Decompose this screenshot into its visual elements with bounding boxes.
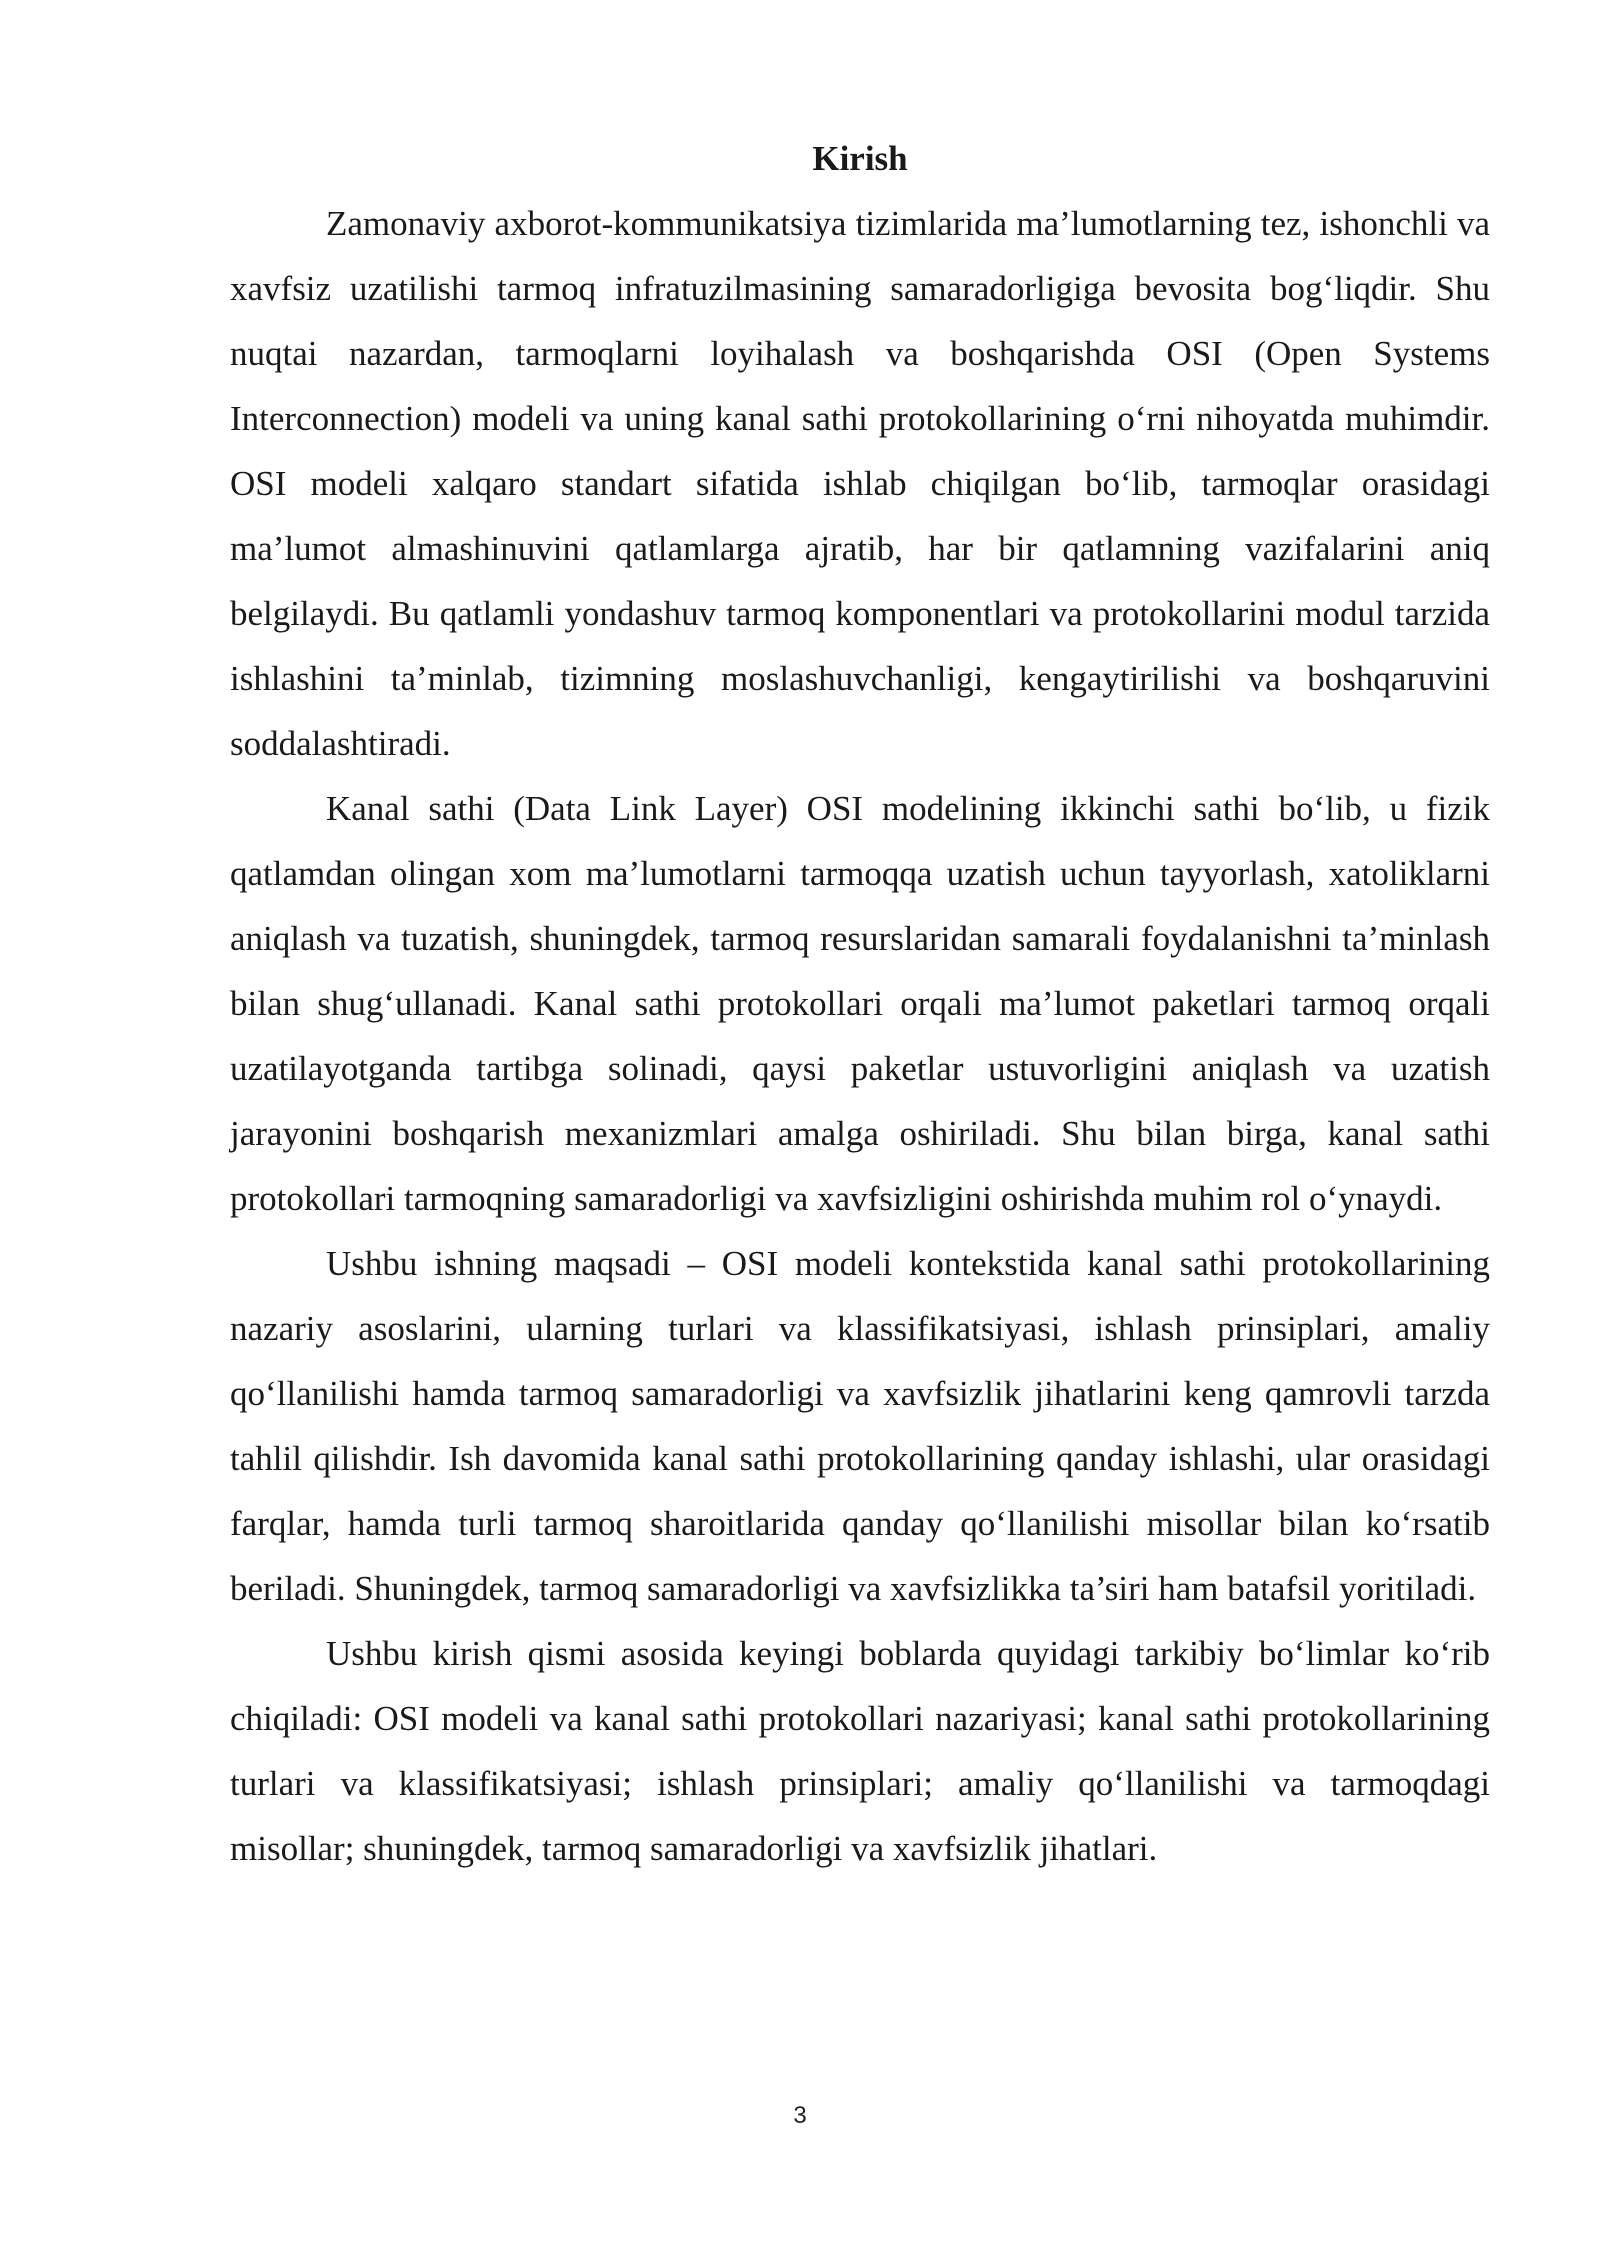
paragraph-data-link-layer: Kanal sathi (Data Link Layer) OSI modelining ikkinchi sathi bo‘lib, u fizik qatlamdan olingan xom ma’lumotlarni tarmoqqa uzatish uchun tayyorlash, xatoliklarni aniqlash va tuzatish, shuningdek, tarmoq resurslaridan samarali foydalanishni ta’minlash bilan shug‘ullanadi. Kanal sathi protokollari orqali ma’lumot paketlari tarmoq orqali uzatilayotganda tartibga solinadi, qaysi paketlar ustuvorligini aniqlash va uzatish jarayonini boshqarish mexanizmlari amalga oshiriladi. Shu bilan birga, kanal sathi protokollari tarmoqning samaradorligi va xavfsizligini oshirishda muhim rol o‘ynaydi. bbox=[230, 789, 1490, 1218]
paragraph-structure: Ushbu kirish qismi asosida keyingi boblarda quyidagi tarkibiy bo‘limlar ko‘rib chiqiladi: OSI modeli va kanal sathi protokollari nazariyasi; kanal sathi protokollarining turlari va klassifikatsiyasi; ishlash prinsiplari; amaliy qo‘llanilishi va tarmoqdagi misollar; shuningdek, tarmoq samaradorligi va xavfsizlik jihatlari. bbox=[230, 1634, 1490, 1868]
paragraph-intro: Zamonaviy axborot-kommunikatsiya tizimlarida ma’lumotlarning tez, ishonchli va xavfsiz uzatilishi tarmoq infratuzilmasining samaradorligiga bevosita bog‘liqdir. Shu nuqtai nazardan, tarmoqlarni loyihalash va boshqarishda OSI (Open Systems Interconnection) modeli va uning kanal sathi protokollarining o‘rni nihoyatda muhimdir. OSI modeli xalqaro standart sifatida ishlab chiqilgan bo‘lib, tarmoqlar orasidagi ma’lumot almashinuvini qatlamlarga ajratib, har bir qatlamning vazifalarini aniq belgilaydi. Bu qatlamli yondashuv tarmoq komponentlari va protokollarini modul tarzida ishlashini ta’minlab, tizimning moslashuvchanligi, kengaytirilishi va boshqaruvini soddalashtiradi. bbox=[230, 204, 1490, 763]
page-number: 3 bbox=[793, 2102, 807, 2129]
page-content bbox=[230, 126, 1490, 1881]
paragraph-goal: Ushbu ishning maqsadi – OSI modeli kontekstida kanal sathi protokollarining nazariy asoslarini, ularning turlari va klassifikatsiyasi, ishlash prinsiplari, amaliy qo‘llanilishi hamda tarmoq samaradorligi va xavfsizlik jihatlarini keng qamrovli tarzda tahlil qilishdir. Ish davomida kanal sathi protokollarining qanday ishlashi, ular orasidagi farqlar, hamda turli tarmoq sharoitlarida qanday qo‘llanilishi misollar bilan ko‘rsatib beriladi. Shuningdek, tarmoq samaradorligi va xavfsizlikka ta’siri ham batafsil yoritiladi. bbox=[230, 1244, 1490, 1608]
section-title: Kirish bbox=[812, 139, 908, 178]
